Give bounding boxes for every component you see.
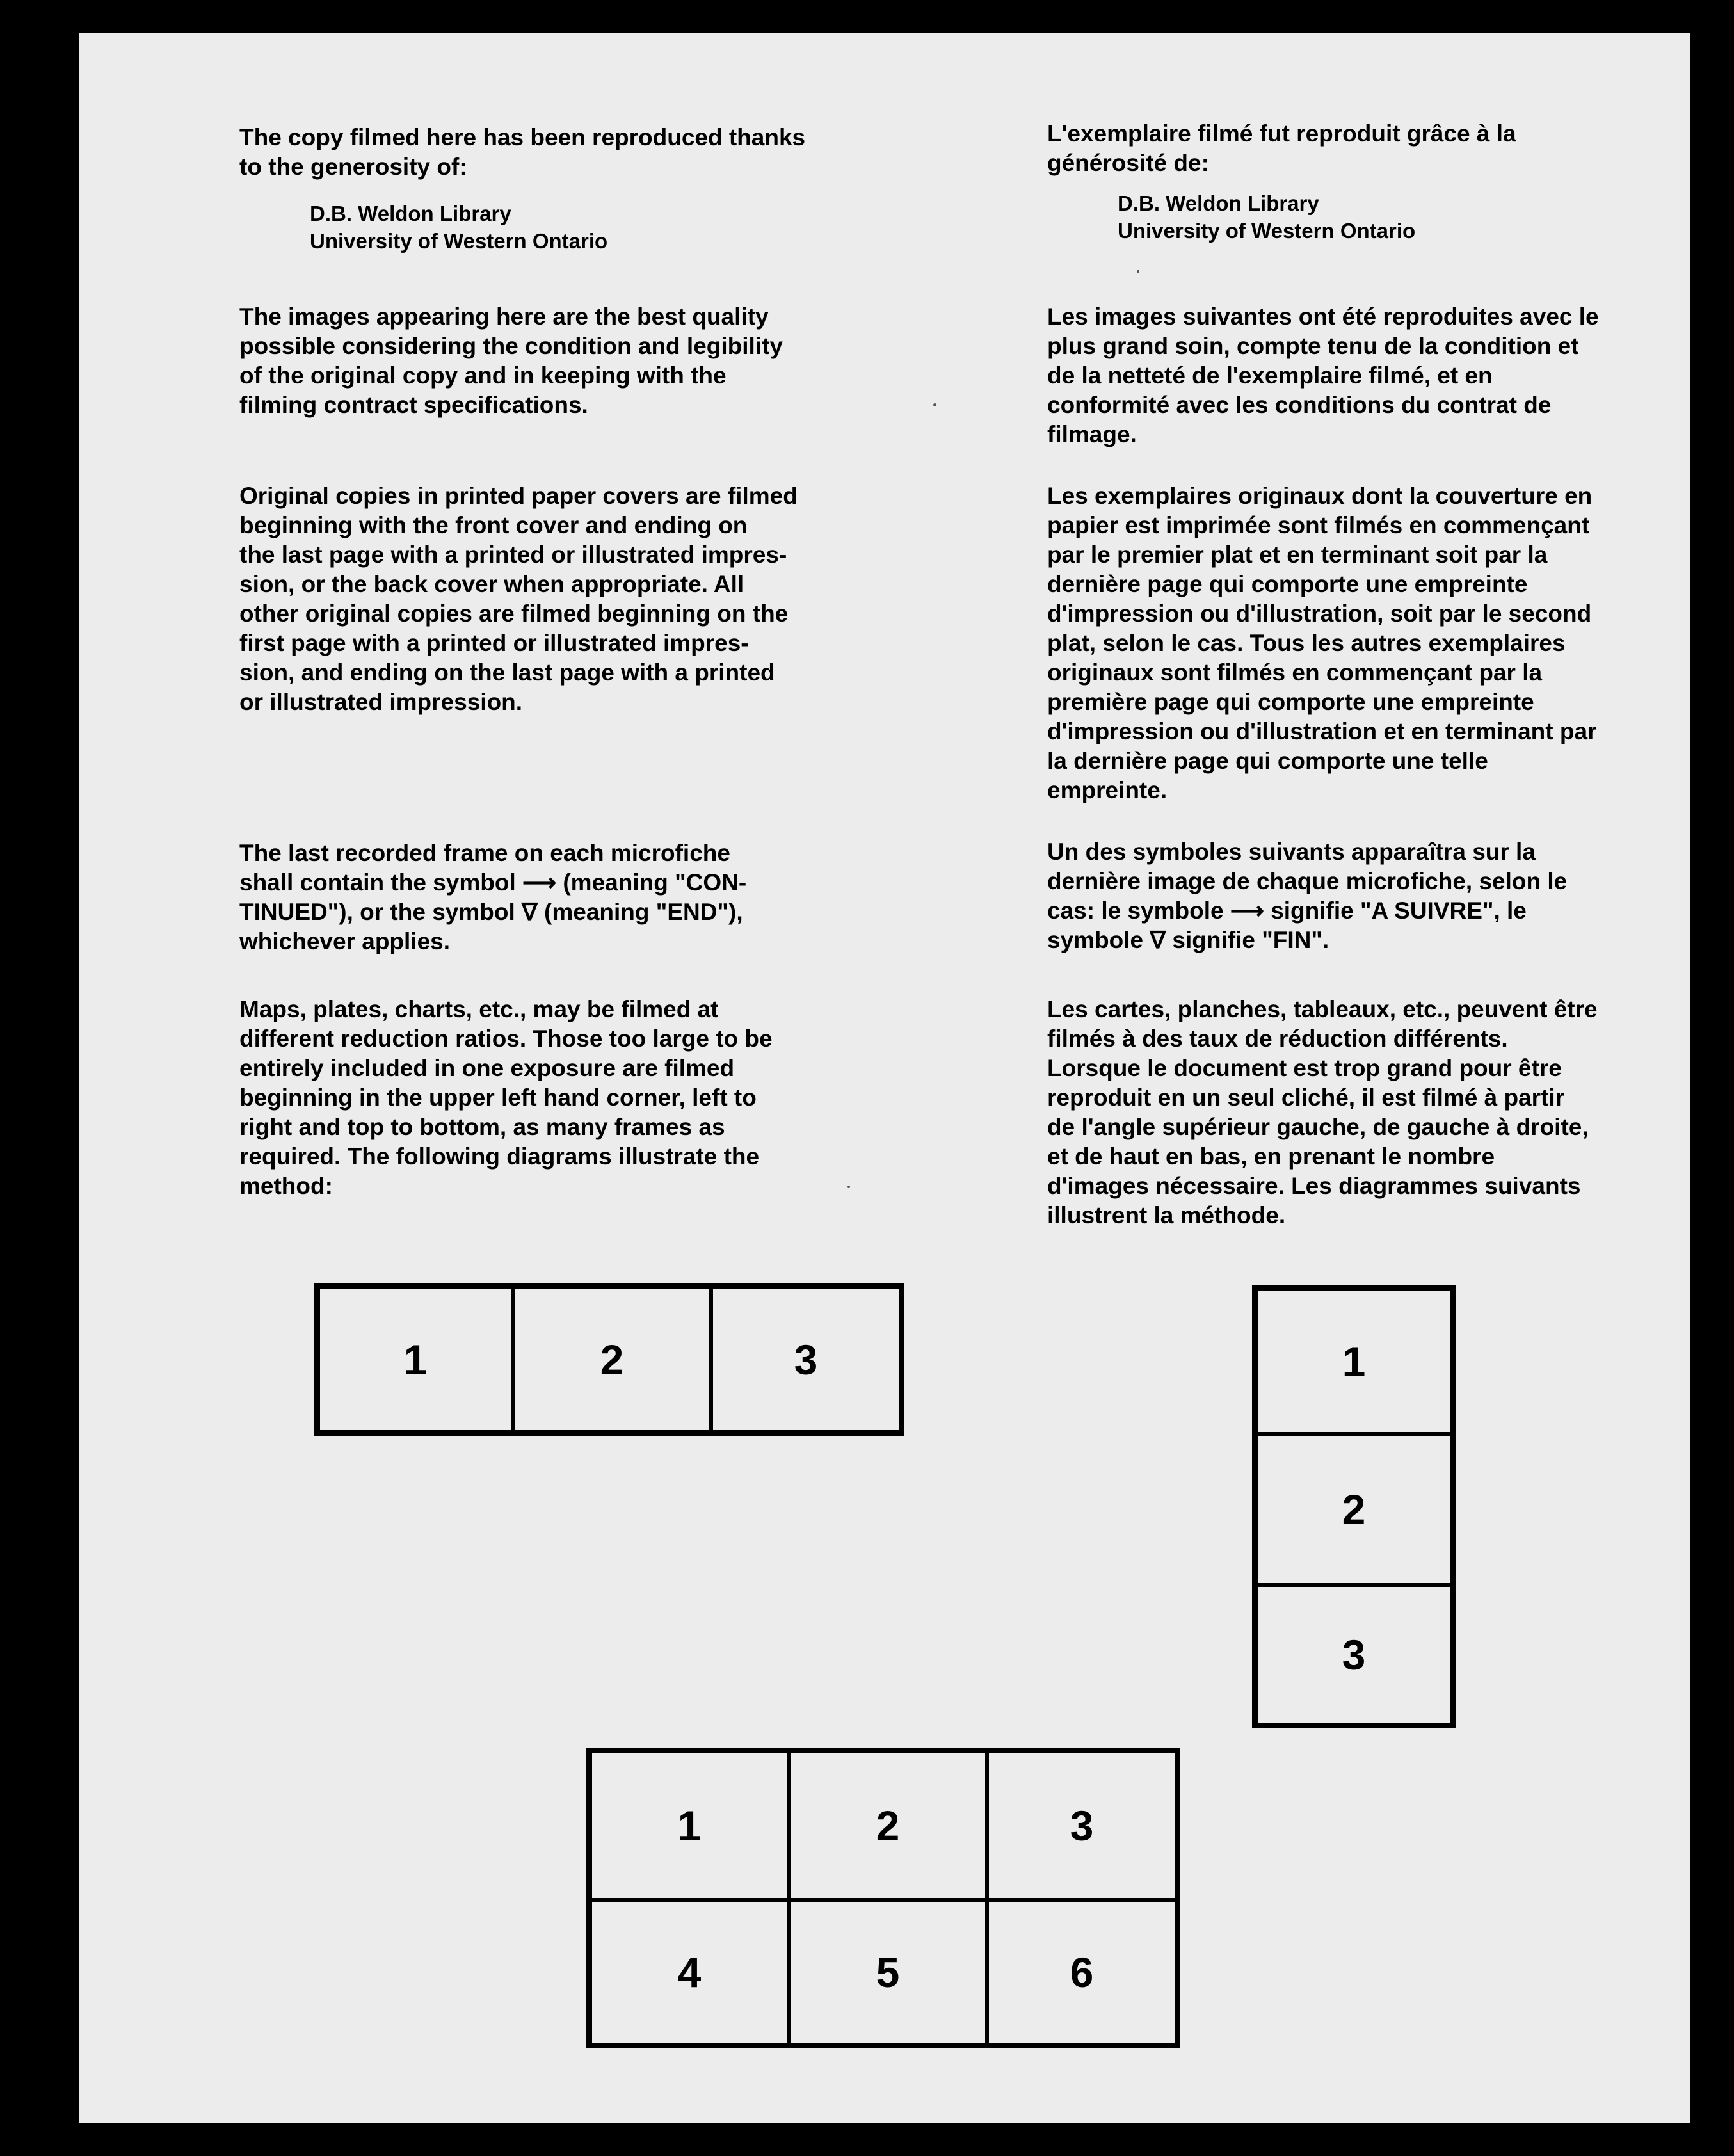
- diagram-cell: 1: [1256, 1289, 1452, 1434]
- dust-speck: [847, 1186, 850, 1188]
- english-last-frame-paragraph: The last recorded frame on each microfiche shall contain the symbol ⟶ (meaning "CON- TINUED"), or the symbol ∇ (meaning "END"), whichever applies.: [239, 840, 747, 954]
- diagram-vertical: [1252, 1285, 1456, 1728]
- french-originals-paragraph: Les exemplaires originaux dont la couverture en papier est imprimée sont filmés en commençant par le premier plat et en terminant soit par la dernière page qui comporte une empreinte d'impression ou d'illustration, soit par le second plat, selon le cas. Tous les autres exemplaires originaux sont filmés en commençant par la première page qui comporte une empreinte d'impression ou d'illustration et en terminant par la dernière page qui comporte une telle empreinte.: [1047, 483, 1597, 803]
- diagram-cell: 2: [513, 1287, 711, 1432]
- french-library: D.B. Weldon Library University of Western Ontario: [1118, 191, 1416, 243]
- french-maps-paragraph: Les cartes, planches, tableaux, etc., peuvent être filmés à des taux de réduction différents. Lorsque le document est trop grand pour être reproduit en un seul cliché, il est filmé à partir de l'angle supérieur gauche, de gauche à droite, et de haut en bas, en prenant le nombre d'images nécessaire. Les diagrammes suivants illustrent la méthode.: [1047, 996, 1598, 1228]
- diagram-cell: 6: [987, 1900, 1176, 2045]
- diagram-cell: 2: [1256, 1434, 1452, 1585]
- diagram-horizontal: [314, 1283, 904, 1436]
- french-thanks: L'exemplaire filmé fut reproduit grâce à la générosité de:: [1047, 120, 1516, 176]
- diagram-cell: 1: [590, 1751, 789, 1900]
- diagram-cell: 1: [318, 1287, 513, 1432]
- dust-speck: [933, 403, 936, 406]
- diagram-cell: 3: [987, 1751, 1176, 1900]
- english-library: D.B. Weldon Library University of Western Ontario: [310, 202, 608, 253]
- dust-speck: [1137, 270, 1139, 273]
- french-last-frame-paragraph: Un des symboles suivants apparaîtra sur la dernière image de chaque microfiche, selon le cas: le symbole ⟶ signifie "A SUIVRE", le symbole ∇ signifie "FIN".: [1047, 839, 1568, 953]
- english-maps-paragraph: Maps, plates, charts, etc., may be filmed at different reduction ratios. Those too large to be entirely included in one exposure are filmed beginning in the upper left hand corner, left to right and top to bottom, as many frames as required. The following diagrams illustrate the method:: [239, 996, 773, 1199]
- diagram-grid: [586, 1748, 1180, 2048]
- microfiche-target-page: [79, 33, 1690, 2123]
- english-thanks: The copy filmed here has been reproduced thanks to the generosity of:: [239, 124, 806, 180]
- french-images-paragraph: Les images suivantes ont été reproduites avec le plus grand soin, compte tenu de la condition et de la netteté de l'exemplaire filmé, et en conformité avec les conditions du contrat de filmage.: [1047, 303, 1599, 447]
- diagram-cell: 2: [789, 1751, 987, 1900]
- diagram-cell: 5: [789, 1900, 987, 2045]
- english-images-paragraph: The images appearing here are the best quality possible considering the condition and legibility of the original copy and in keeping with the filming contract specifications.: [239, 303, 783, 418]
- diagram-cell: 3: [711, 1287, 901, 1432]
- diagram-cell: 4: [590, 1900, 789, 2045]
- english-originals-paragraph: Original copies in printed paper covers are filmed beginning with the front cover and ending on the last page with a printed or illustrated impres- sion, or the back cover when appropriate. All other original copies are filmed beginning on the first page with a printed or illustrated impres- sion, and ending on the last page with a printed or illustrated impression.: [239, 483, 798, 715]
- diagram-cell: 3: [1256, 1585, 1452, 1725]
